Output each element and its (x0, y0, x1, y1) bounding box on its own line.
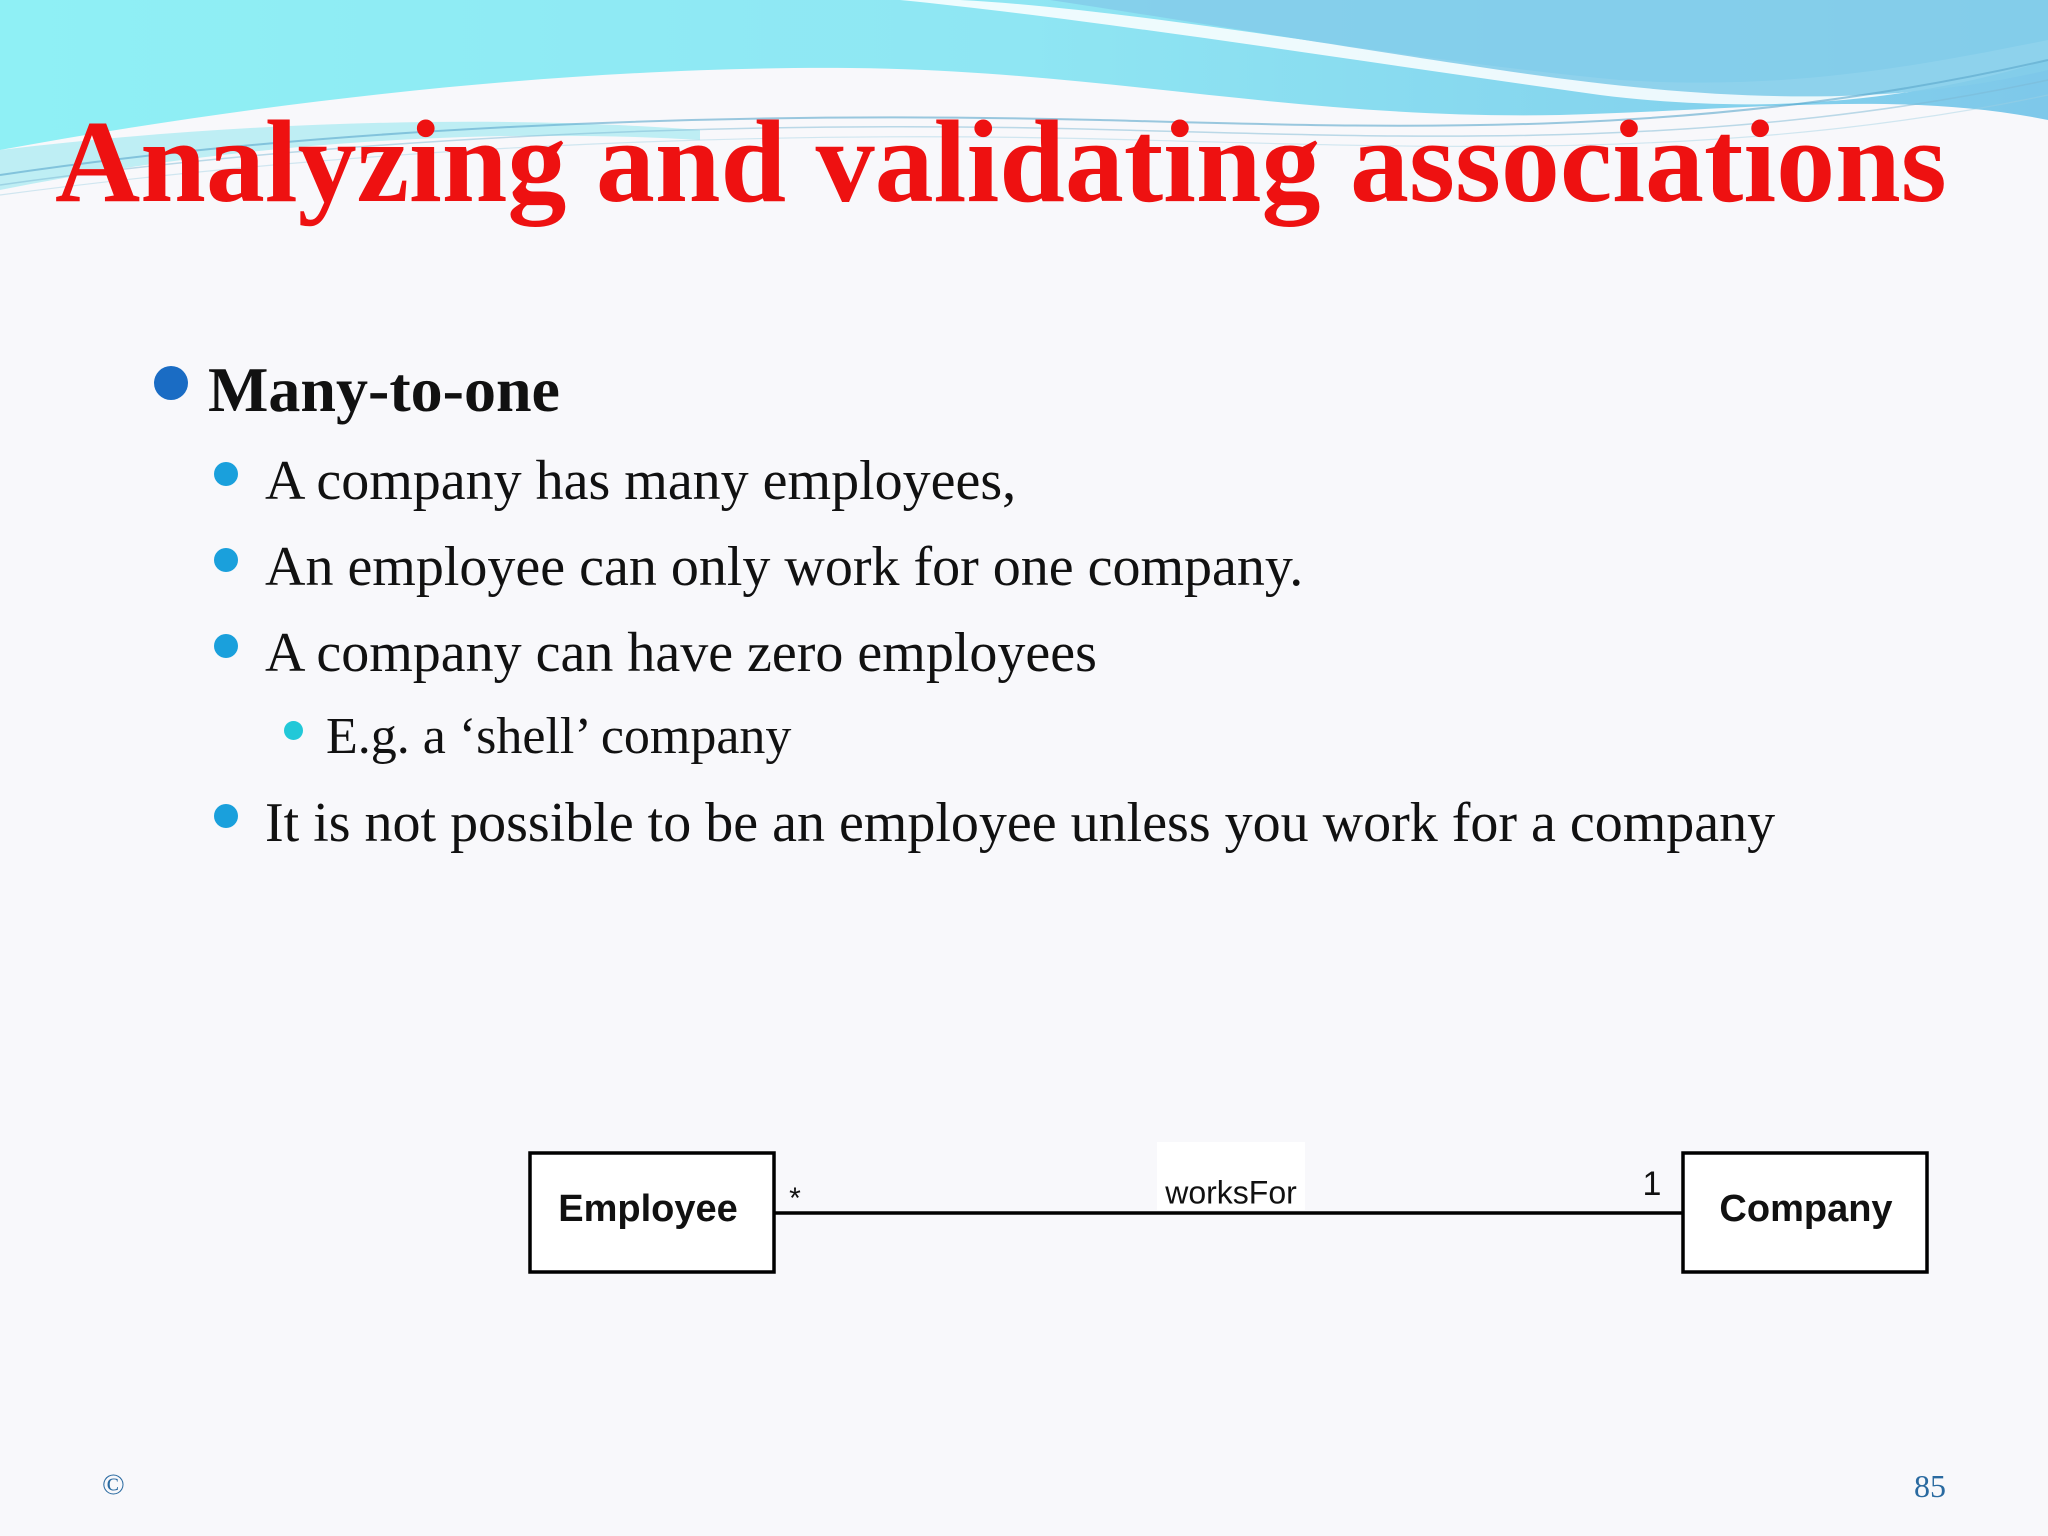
company-class-name: Company (1719, 1188, 1893, 1231)
employee-class-name: Employee (558, 1188, 738, 1231)
bullet-shell-company: E.g. a ‘shell’ company (326, 708, 792, 765)
bullet-company-many-employees: A company has many employees, (265, 450, 1017, 512)
copyright-symbol: © (102, 1468, 125, 1501)
left-multiplicity: * (789, 1181, 801, 1215)
bullet-zero-employees: A company can have zero employees (265, 622, 1097, 684)
association-label: worksFor (1165, 1174, 1297, 1211)
page-number: 85 (1914, 1468, 1946, 1504)
bullet-employee-one-company: An employee can only work for one company. (265, 536, 1304, 598)
right-multiplicity: 1 (1642, 1164, 1662, 1203)
bullet-not-possible: It is not possible to be an employee unless you work for a company (265, 792, 1776, 854)
heading-many-to-one: Many-to-one (208, 354, 560, 425)
slide-title: Analyzing and validating associations (55, 96, 1947, 227)
